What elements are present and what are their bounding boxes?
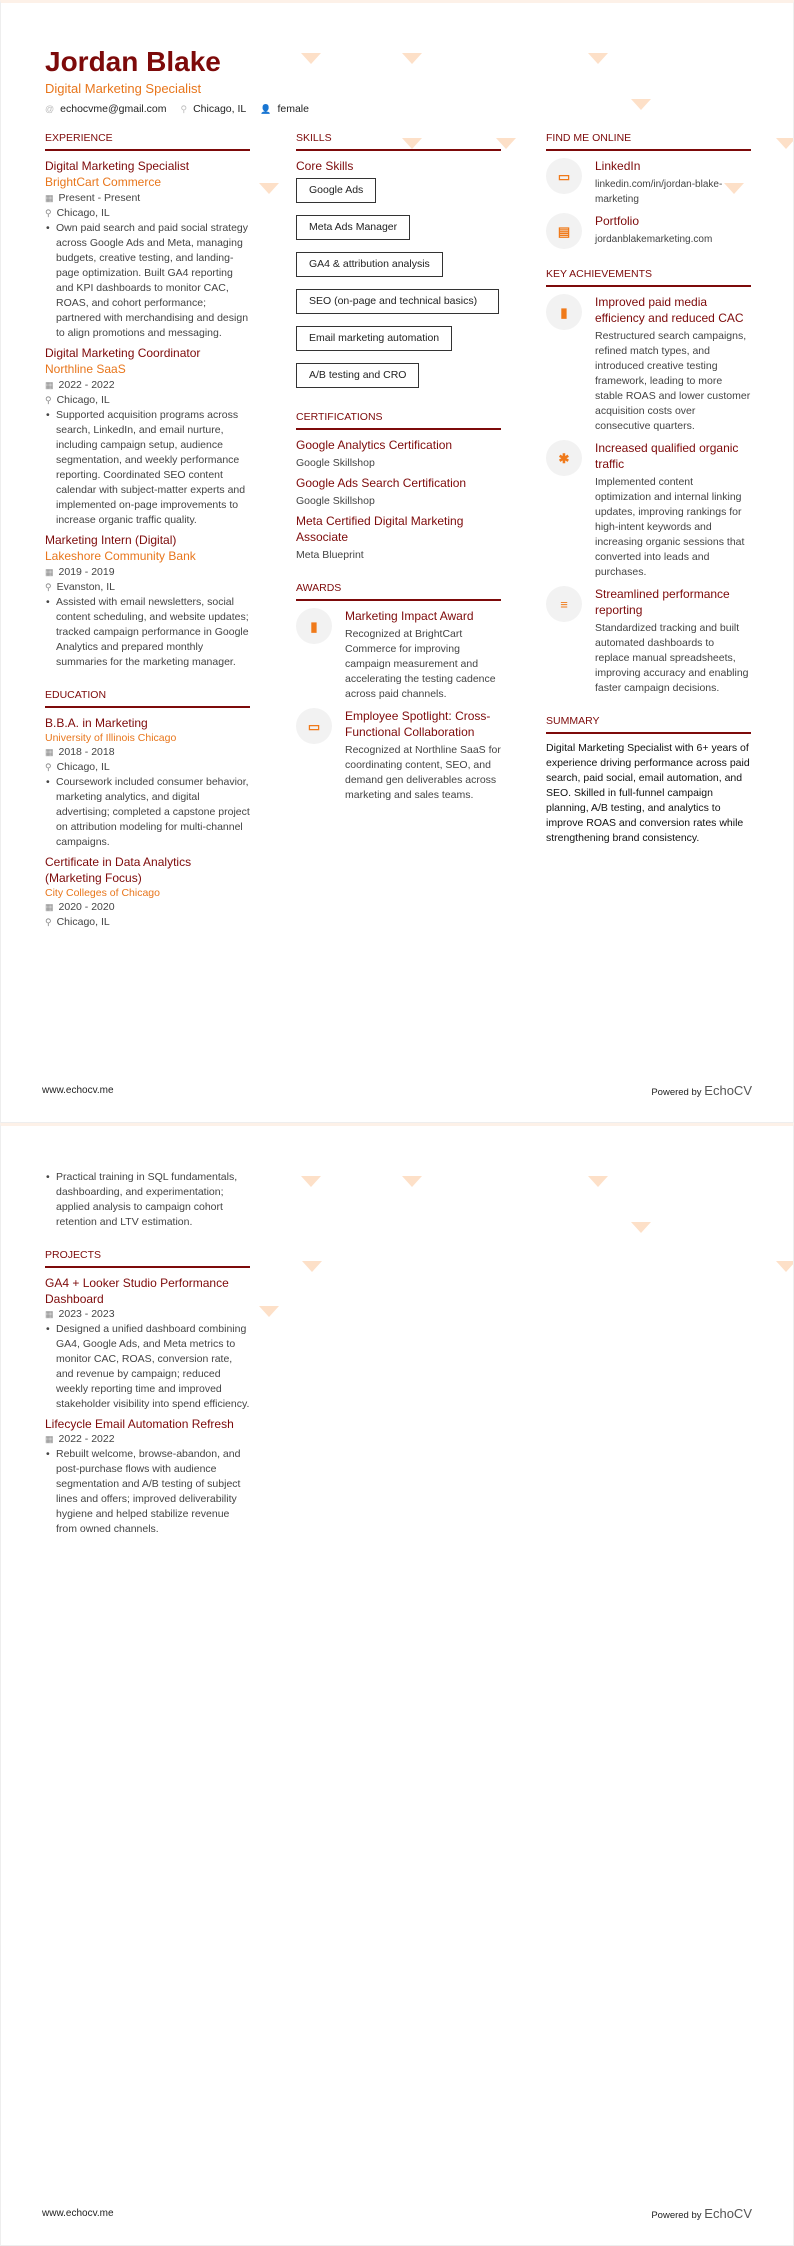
education-item (45, 854, 250, 930)
document-icon: ▮ (546, 294, 582, 330)
gender: female (277, 103, 309, 115)
location-icon: ⚲ (45, 762, 52, 772)
decor-triangle (259, 1306, 279, 1317)
section-heading-skills: SKILLS (296, 131, 501, 151)
job-title: Digital Marketing Specialist (45, 159, 190, 173)
achievement-title: Improved paid media efficiency and reduced CAC (595, 295, 744, 325)
bullet: • Practical training in SQL fundamentals, dashboarding, and experimentation; applied analysis to campaign cohort retention and LTV estimation. (45, 1170, 250, 1230)
location: Chicago, IL (193, 103, 247, 115)
certification-name: Meta Certified Digital Marketing Associate (296, 514, 464, 544)
experience-item (45, 158, 250, 341)
degree: Certificate in Data Analytics (Marketing Focus) (45, 855, 192, 885)
skill-group-title: Core Skills (296, 159, 354, 173)
location-icon: ⚲ (45, 395, 52, 405)
section-heading-education: EDUCATION (45, 688, 250, 708)
project-name: GA4 + Looker Studio Performance Dashboard (45, 1276, 229, 1306)
dates: 2023 - 2023 (58, 1308, 115, 1320)
project-name: Lifecycle Email Automation Refresh (45, 1417, 234, 1431)
person-icon: 👤 (260, 104, 272, 114)
online-label: Portfolio (595, 214, 640, 228)
middle-column (296, 131, 501, 803)
online-url[interactable]: linkedin.com/in/jordan-blake-marketing (595, 179, 723, 205)
calendar-icon: ▦ (45, 193, 54, 203)
skill-tag: Email marketing automation (296, 326, 452, 351)
online-label: LinkedIn (595, 159, 641, 173)
section-heading-find-me-online: FIND ME ONLINE (546, 131, 751, 151)
online-item[interactable] (546, 213, 751, 249)
award-title: Employee Spotlight: Cross-Functional Collaboration (345, 709, 491, 739)
candidate-name: Jordan Blake (45, 46, 221, 77)
project-item (45, 1416, 250, 1537)
achievement-item (546, 440, 751, 580)
bullet: • Own paid search and paid social strategy across Google Ads and Meta, managing budgets, creative testing, and landing-page optimization. Built GA4 reporting and KPI dashboards to monitor CAC, ROAS, and cohort performance; partnered with merchandising and design to align promotions and messaging. (45, 221, 250, 341)
document-icon: ▮ (296, 608, 332, 644)
bullet: • Rebuilt welcome, browse-abandon, and post-purchase flows with audience segmentation and A/B testing of subject lines and offers; improved deliverability hygiene and helped stabilize revenue from owned channels. (45, 1447, 250, 1537)
decor-triangle (259, 183, 279, 194)
powered-by-label: Powered by (651, 2210, 702, 2221)
award-text: Recognized at Northline SaaS for coordinating content, SEO, and demand gen deliverables across marketing and sales teams. (345, 744, 501, 801)
brand-logo[interactable]: EchoCV (704, 1083, 752, 1098)
section-heading-projects: PROJECTS (45, 1248, 250, 1268)
resume-page-2 (0, 1123, 794, 2246)
location-icon: ⚲ (45, 917, 52, 927)
email-icon: @ (45, 104, 55, 114)
footer-site-link[interactable]: www.echocv.me (42, 2208, 114, 2219)
bullet: • Designed a unified dashboard combining GA4, Google Ads, and Meta metrics to monitor CAC, ROAS, conversion rate, and revenue by campaign; reduced weekly reporting time and improved stakeholder visibility into spend efficiency. (45, 1322, 250, 1412)
achievement-item (546, 586, 751, 696)
skill-tag: Meta Ads Manager (296, 215, 410, 240)
dates: 2022 - 2022 (58, 1433, 115, 1445)
job-location: Chicago, IL (56, 394, 110, 406)
achievement-title: Streamlined performance reporting (595, 587, 730, 617)
award-item (296, 608, 501, 702)
decor-triangle (776, 1261, 794, 1272)
dates: 2020 - 2020 (58, 901, 115, 913)
achievement-text: Standardized tracking and built automated dashboards to replace manual spreadsheets, improving accuracy and enabling faster campaign decisions. (595, 622, 749, 694)
bullet: • Supported acquisition programs across search, LinkedIn, and email nurture, including campaign setup, audience segmentation, and weekly performance reporting. Coordinated SEO content calendar with subject-matter experts and implemented on-page improvements to increase organic traffic quality. (45, 408, 250, 528)
experience-item (45, 345, 250, 528)
badge-icon: ▭ (296, 708, 332, 744)
section-heading-experience: EXPERIENCE (45, 131, 250, 151)
dates: Present - Present (58, 192, 141, 204)
skill-tag: A/B testing and CRO (296, 363, 419, 388)
experience-item (45, 532, 250, 670)
skill-tags (296, 174, 501, 392)
achievement-text: Implemented content optimization and internal linking updates, improving rankings for high-intent keywords and increasing organic sessions that converted into leads and purchases. (595, 476, 745, 578)
section-heading-certifications: CERTIFICATIONS (296, 410, 501, 430)
online-url[interactable]: jordanblakemarketing.com (595, 234, 713, 245)
section-heading-awards: AWARDS (296, 581, 501, 601)
company: BrightCart Commerce (45, 175, 162, 189)
project-item (45, 1275, 250, 1412)
footer-site-link[interactable]: www.echocv.me (42, 1085, 114, 1096)
company: Northline SaaS (45, 362, 126, 376)
calendar-icon: ▦ (45, 902, 54, 912)
edu-location: Chicago, IL (56, 916, 110, 928)
skill-tag: GA4 & attribution analysis (296, 252, 443, 277)
location-icon: ⚲ (180, 104, 188, 114)
email[interactable]: echocvme@gmail.com (60, 103, 167, 115)
right-column (546, 131, 751, 846)
achievement-text: Restructured search campaigns, refined match types, and introduced creative testing framework, leading to more stable ROAS and lower customer acquisition costs over consecutive quarters. (595, 330, 751, 432)
contact-line (45, 102, 309, 117)
award-text: Recognized at BrightCart Commerce for improving campaign measurement and accelerating the testing cadence across paid channels. (345, 628, 496, 700)
decor-triangle (402, 53, 422, 64)
summary-text: Digital Marketing Specialist with 6+ years of experience driving performance across paid search, paid social, email automation, and SEO. Skilled in full-funnel campaign planning, A/B testing, and analytics to improve ROAS and conversion rates while strengthening brand consistency. (546, 742, 750, 844)
decor-triangle (301, 1176, 321, 1187)
dates: 2022 - 2022 (58, 379, 115, 391)
brand-logo[interactable]: EchoCV (704, 2206, 752, 2221)
job-title: Digital Marketing Coordinator (45, 346, 201, 360)
certification-issuer: Google Skillshop (296, 495, 375, 507)
decor-triangle (302, 1261, 322, 1272)
certification-issuer: Meta Blueprint (296, 549, 364, 561)
resume-header (45, 45, 309, 117)
education-item (45, 715, 250, 850)
section-heading-key-achievements: KEY ACHIEVEMENTS (546, 267, 751, 287)
decor-triangle (631, 99, 651, 110)
page-footer (42, 1083, 752, 1100)
decor-triangle (588, 53, 608, 64)
calendar-icon: ▦ (45, 380, 54, 390)
link-icon: ▭ (546, 158, 582, 194)
skill-tag: SEO (on-page and technical basics) (296, 289, 499, 314)
decor-triangle (402, 1176, 422, 1187)
achievement-title: Increased qualified organic traffic (595, 441, 739, 471)
certification-name: Google Ads Search Certification (296, 476, 467, 490)
candidate-title: Digital Marketing Specialist (45, 81, 202, 96)
award-title: Marketing Impact Award (345, 609, 474, 623)
spark-icon: ✱ (546, 440, 582, 476)
left-column (45, 131, 250, 930)
calendar-icon: ▦ (45, 747, 54, 757)
job-location: Chicago, IL (56, 207, 110, 219)
certification-issuer: Google Skillshop (296, 457, 375, 469)
location-icon: ⚲ (45, 582, 52, 592)
list-icon: ≡ (546, 586, 582, 622)
bullet: • Assisted with email newsletters, social content scheduling, and website updates; tracked campaign performance in Google Analytics and prepared monthly summaries for the marketing manager. (45, 595, 250, 670)
skill-tag: Google Ads (296, 178, 376, 203)
achievement-item (546, 294, 751, 434)
job-location: Evanston, IL (56, 581, 115, 593)
dates: 2019 - 2019 (58, 566, 115, 578)
page-footer (42, 2206, 752, 2223)
award-item (296, 708, 501, 803)
decor-triangle (776, 138, 794, 149)
decor-triangle (631, 1222, 651, 1233)
left-column-continued (45, 1170, 250, 1537)
company: Lakeshore Community Bank (45, 549, 196, 563)
school: City Colleges of Chicago (45, 887, 160, 899)
calendar-icon: ▦ (45, 1309, 54, 1319)
calendar-icon: ▦ (45, 567, 54, 577)
online-item[interactable] (546, 158, 751, 207)
job-title: Marketing Intern (Digital) (45, 533, 177, 547)
degree: B.B.A. in Marketing (45, 716, 148, 730)
edu-location: Chicago, IL (56, 761, 110, 773)
dates: 2018 - 2018 (58, 746, 115, 758)
school: University of Illinois Chicago (45, 732, 177, 744)
section-heading-summary: SUMMARY (546, 714, 751, 734)
certification-name: Google Analytics Certification (296, 438, 453, 452)
calendar-icon: ▤ (546, 213, 582, 249)
bullet: • Coursework included consumer behavior, marketing analytics, and digital advertising; completed a capstone project on attribution modeling for multi-channel campaigns. (45, 775, 250, 850)
calendar-icon: ▦ (45, 1434, 54, 1444)
location-icon: ⚲ (45, 208, 52, 218)
powered-by-label: Powered by (651, 1087, 702, 1098)
decor-triangle (588, 1176, 608, 1187)
